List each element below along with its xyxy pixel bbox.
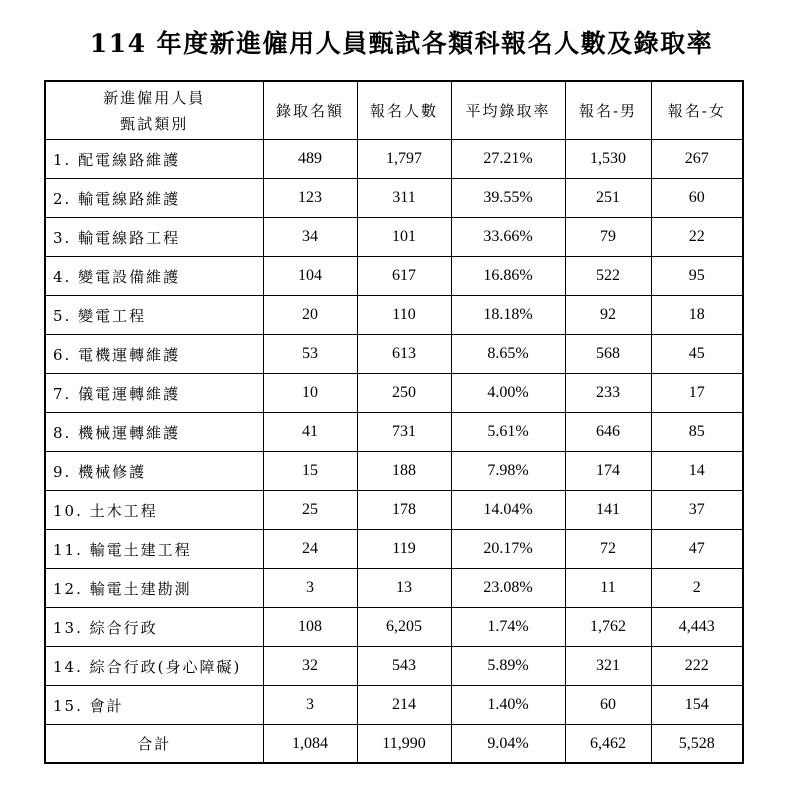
table-row [45, 179, 743, 218]
rate-cell: 16.86% [451, 257, 565, 296]
rate-cell: 1.74% [451, 608, 565, 647]
document-title: 114 年度新進僱用人員甄試各類科報名人數及錄取率 [89, 29, 714, 58]
female-cell: 222 [651, 647, 743, 686]
table-row [45, 686, 743, 725]
header-applicants: 報名人數 [357, 81, 451, 140]
female-cell: 14 [651, 452, 743, 491]
category-cell: 14. 綜合行政(身心障礙) [45, 647, 263, 686]
admitted-cell: 24 [263, 530, 357, 569]
rate-cell: 5.89% [451, 647, 565, 686]
header-category-line2: 甄試類別 [120, 114, 189, 133]
applicants-cell: 731 [357, 413, 451, 452]
applicants-cell: 250 [357, 374, 451, 413]
applicants-cell: 119 [357, 530, 451, 569]
category-cell: 2. 輸電線路維護 [45, 179, 263, 218]
category-cell: 12. 輸電土建勘測 [45, 569, 263, 608]
male-cell: 251 [565, 179, 651, 218]
header-female: 報名-女 [651, 81, 743, 140]
male-cell: 522 [565, 257, 651, 296]
rate-cell: 39.55% [451, 179, 565, 218]
rate-cell: 1.40% [451, 686, 565, 725]
male-cell: 568 [565, 335, 651, 374]
total-row [45, 725, 743, 764]
rate-cell: 14.04% [451, 491, 565, 530]
table-row [45, 608, 743, 647]
admitted-cell: 489 [263, 140, 357, 179]
male-cell: 92 [565, 296, 651, 335]
total-male: 6,462 [565, 725, 651, 764]
table-row [45, 413, 743, 452]
table-row [45, 491, 743, 530]
header-male: 報名-男 [565, 81, 651, 140]
male-cell: 141 [565, 491, 651, 530]
total-admitted: 1,084 [263, 725, 357, 764]
rate-cell: 8.65% [451, 335, 565, 374]
rate-cell: 5.61% [451, 413, 565, 452]
header-row [45, 81, 743, 140]
total-female: 5,528 [651, 725, 743, 764]
table-row [45, 140, 743, 179]
applicants-cell: 1,797 [357, 140, 451, 179]
male-cell: 60 [565, 686, 651, 725]
admitted-cell: 20 [263, 296, 357, 335]
applicants-cell: 613 [357, 335, 451, 374]
male-cell: 174 [565, 452, 651, 491]
header-category [45, 81, 263, 140]
table-row [45, 296, 743, 335]
male-cell: 79 [565, 218, 651, 257]
male-cell: 11 [565, 569, 651, 608]
table-row [45, 530, 743, 569]
table-row [45, 218, 743, 257]
admitted-cell: 15 [263, 452, 357, 491]
category-cell: 3. 輸電線路工程 [45, 218, 263, 257]
female-cell: 267 [651, 140, 743, 179]
rate-cell: 18.18% [451, 296, 565, 335]
admitted-cell: 108 [263, 608, 357, 647]
category-cell: 9. 機械修護 [45, 452, 263, 491]
table-row [45, 569, 743, 608]
applicants-cell: 13 [357, 569, 451, 608]
rate-cell: 4.00% [451, 374, 565, 413]
admission-table [44, 80, 744, 764]
total-applicants: 11,990 [357, 725, 451, 764]
rate-cell: 20.17% [451, 530, 565, 569]
category-cell: 10. 土木工程 [45, 491, 263, 530]
applicants-cell: 6,205 [357, 608, 451, 647]
category-cell: 6. 電機運轉維護 [45, 335, 263, 374]
applicants-cell: 617 [357, 257, 451, 296]
table-row [45, 647, 743, 686]
header-avg-rate: 平均錄取率 [451, 81, 565, 140]
male-cell: 233 [565, 374, 651, 413]
female-cell: 18 [651, 296, 743, 335]
female-cell: 22 [651, 218, 743, 257]
rate-cell: 23.08% [451, 569, 565, 608]
admitted-cell: 104 [263, 257, 357, 296]
admitted-cell: 3 [263, 686, 357, 725]
female-cell: 85 [651, 413, 743, 452]
admitted-cell: 34 [263, 218, 357, 257]
female-cell: 37 [651, 491, 743, 530]
rate-cell: 33.66% [451, 218, 565, 257]
table-row [45, 374, 743, 413]
category-cell: 8. 機械運轉維護 [45, 413, 263, 452]
male-cell: 72 [565, 530, 651, 569]
male-cell: 1,530 [565, 140, 651, 179]
female-cell: 95 [651, 257, 743, 296]
applicants-cell: 178 [357, 491, 451, 530]
admitted-cell: 41 [263, 413, 357, 452]
table-row [45, 335, 743, 374]
rate-cell: 27.21% [451, 140, 565, 179]
female-cell: 60 [651, 179, 743, 218]
category-cell: 4. 變電設備維護 [45, 257, 263, 296]
admitted-cell: 53 [263, 335, 357, 374]
category-cell: 7. 儀電運轉維護 [45, 374, 263, 413]
male-cell: 321 [565, 647, 651, 686]
male-cell: 1,762 [565, 608, 651, 647]
female-cell: 17 [651, 374, 743, 413]
total-rate: 9.04% [451, 725, 565, 764]
admitted-cell: 10 [263, 374, 357, 413]
female-cell: 47 [651, 530, 743, 569]
table-row [45, 257, 743, 296]
applicants-cell: 188 [357, 452, 451, 491]
female-cell: 4,443 [651, 608, 743, 647]
table-row [45, 452, 743, 491]
applicants-cell: 214 [357, 686, 451, 725]
applicants-cell: 543 [357, 647, 451, 686]
female-cell: 45 [651, 335, 743, 374]
applicants-cell: 311 [357, 179, 451, 218]
total-label: 合計 [45, 725, 263, 764]
admitted-cell: 123 [263, 179, 357, 218]
female-cell: 154 [651, 686, 743, 725]
category-cell: 11. 輸電土建工程 [45, 530, 263, 569]
applicants-cell: 101 [357, 218, 451, 257]
category-cell: 5. 變電工程 [45, 296, 263, 335]
category-cell: 1. 配電線路維護 [45, 140, 263, 179]
male-cell: 646 [565, 413, 651, 452]
female-cell: 2 [651, 569, 743, 608]
admitted-cell: 3 [263, 569, 357, 608]
category-cell: 15. 會計 [45, 686, 263, 725]
category-cell: 13. 綜合行政 [45, 608, 263, 647]
header-category-line1: 新進僱用人員 [103, 88, 206, 107]
admitted-cell: 25 [263, 491, 357, 530]
header-admitted: 錄取名額 [263, 81, 357, 140]
applicants-cell: 110 [357, 296, 451, 335]
rate-cell: 7.98% [451, 452, 565, 491]
admitted-cell: 32 [263, 647, 357, 686]
